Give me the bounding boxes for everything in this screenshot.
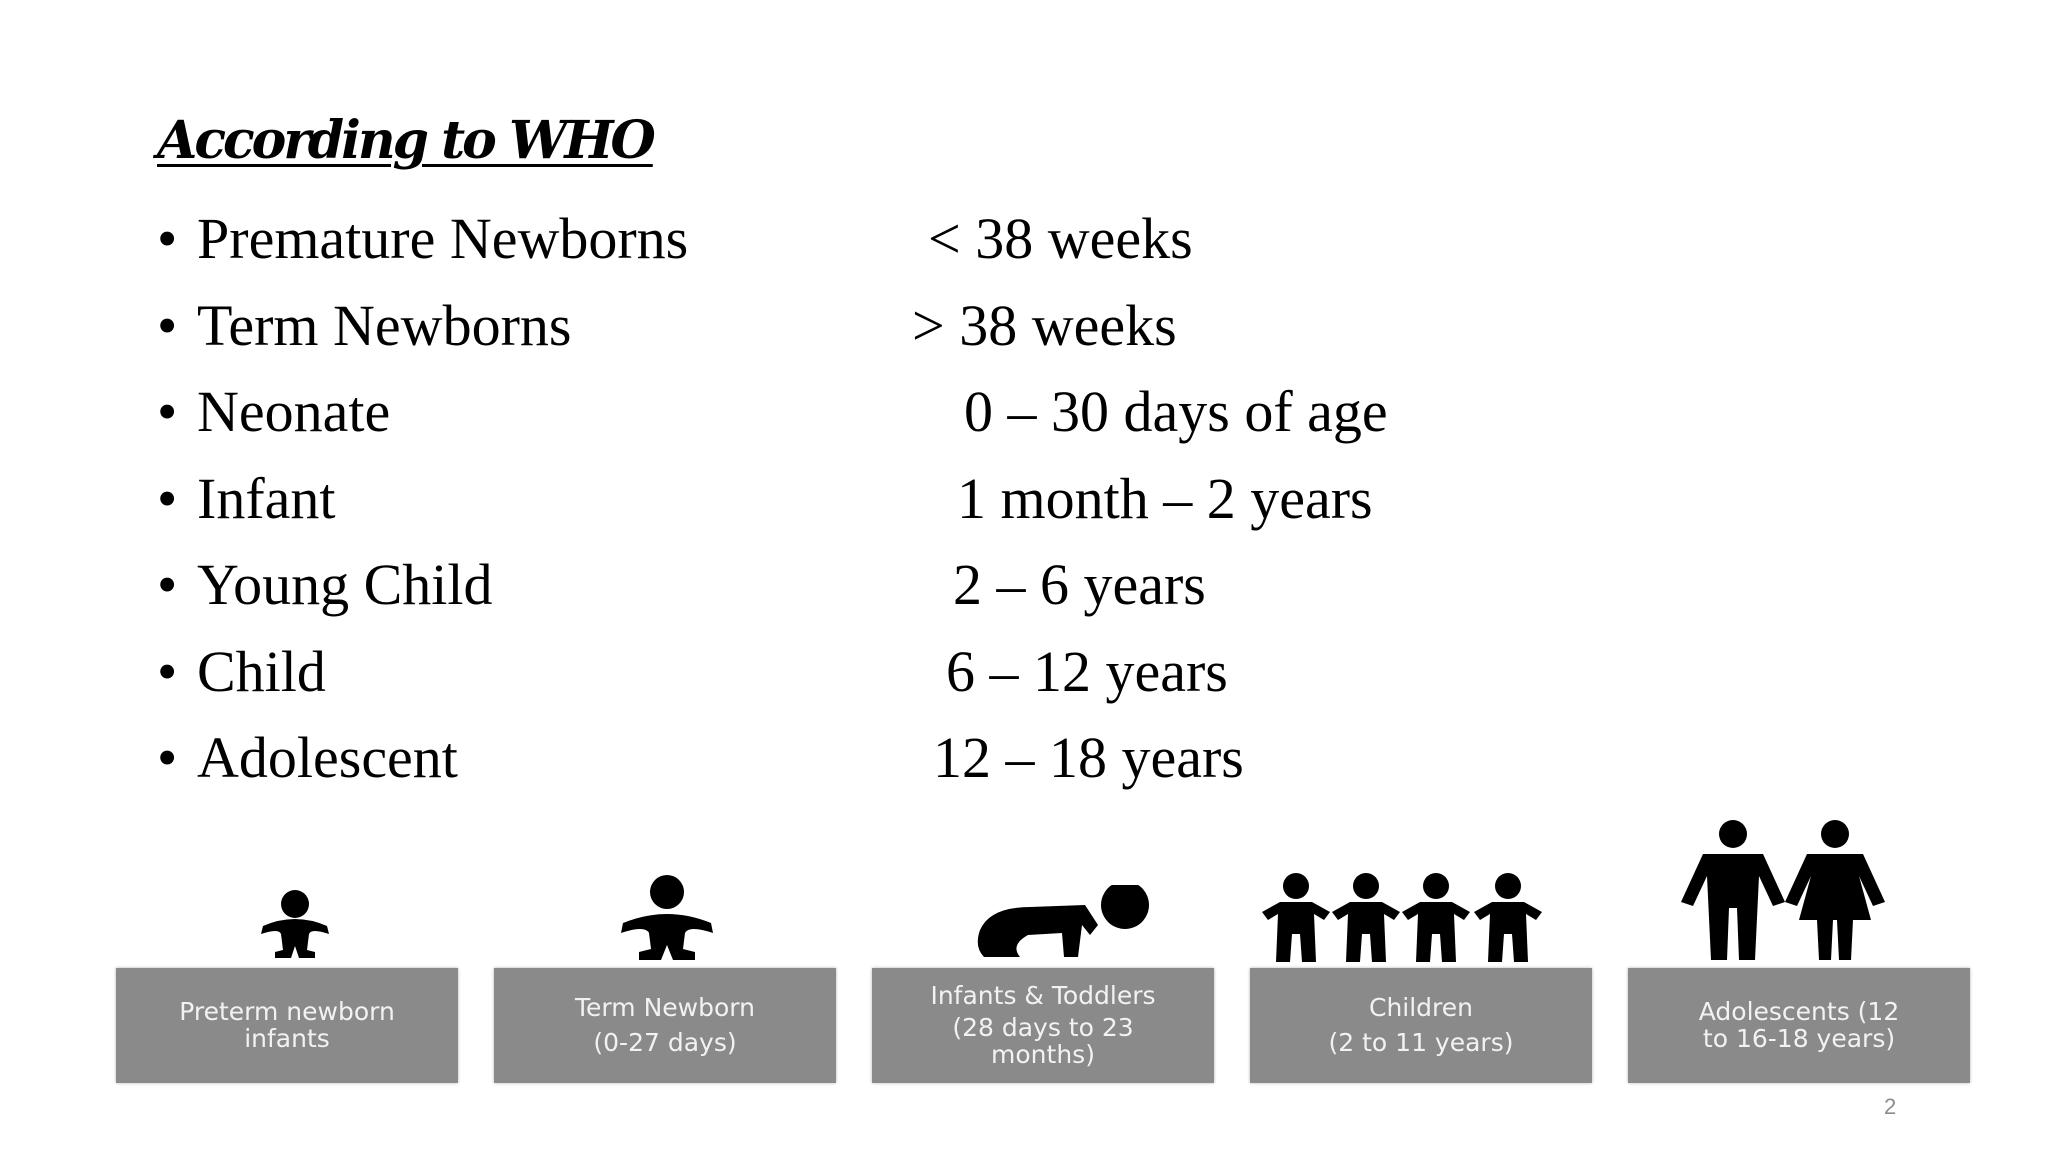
term-baby-icon [605, 875, 730, 960]
age-group-label: Term Newborns [197, 292, 572, 358]
stage-label-line: Children [1368, 993, 1474, 1023]
age-group-list [157, 205, 1457, 811]
age-group-label: Young Child [197, 552, 493, 617]
stage-label-line: Infants & Toddlers [930, 981, 1156, 1011]
age-group-label: Child [197, 638, 326, 704]
stage-label-line: months) [991, 1039, 1095, 1069]
list-item [157, 378, 1457, 465]
stage-label-line: (0-27 days) [593, 1027, 737, 1057]
age-range-value: 0 – 30 days of age [964, 379, 1388, 444]
age-range-value: 6 – 12 years [946, 638, 1228, 704]
stage-box-children [1250, 968, 1592, 1083]
list-item [157, 724, 1457, 811]
stage-label-line: (28 days to 23 [952, 1013, 1134, 1043]
stage-label-line: Term Newborn [575, 993, 755, 1023]
bullet: • [157, 292, 178, 358]
stage-label-line: infants [244, 1023, 330, 1053]
preterm-baby-icon [245, 890, 345, 958]
age-group-label: Adolescent [197, 725, 458, 790]
stage-box-preterm [116, 968, 458, 1083]
age-range-value: > 38 weeks [912, 292, 1177, 358]
stage-label-line: (2 to 11 years) [1328, 1027, 1514, 1057]
bullet: • [157, 379, 178, 444]
stage-label-line: Adolescents (12 [1698, 997, 1900, 1027]
children-group-icon [1258, 872, 1550, 962]
adolescents-pair-icon [1675, 820, 1895, 960]
crawling-toddler-icon [970, 885, 1160, 957]
age-group-label: Neonate [197, 379, 391, 444]
list-item [157, 465, 1457, 552]
list-item [157, 551, 1457, 638]
age-range-value: 1 month – 2 years [957, 465, 1373, 531]
bullet: • [157, 465, 178, 531]
stage-box-infants-toddlers [872, 968, 1214, 1083]
stage-box-adolescents [1628, 968, 1970, 1083]
bullet: • [157, 725, 178, 790]
bullet: • [157, 638, 178, 704]
list-item [157, 638, 1457, 725]
stage-label-line: Preterm newborn [179, 997, 395, 1027]
stage-label-line: to 16-18 years) [1702, 1023, 1896, 1053]
list-item [157, 292, 1457, 379]
page-number: 2 [1884, 1094, 1897, 1119]
bullet: • [157, 552, 178, 617]
age-range-value: 2 – 6 years [953, 552, 1206, 617]
age-range-value: < 38 weeks [928, 206, 1193, 271]
age-group-label: Infant [197, 465, 336, 531]
list-item [157, 205, 1457, 292]
age-group-label: Premature Newborns [197, 206, 689, 271]
age-range-value: 12 – 18 years [933, 725, 1244, 790]
bullet: • [157, 206, 178, 271]
stage-box-term-newborn [494, 968, 836, 1083]
slide-title: According to WHO [157, 110, 653, 171]
